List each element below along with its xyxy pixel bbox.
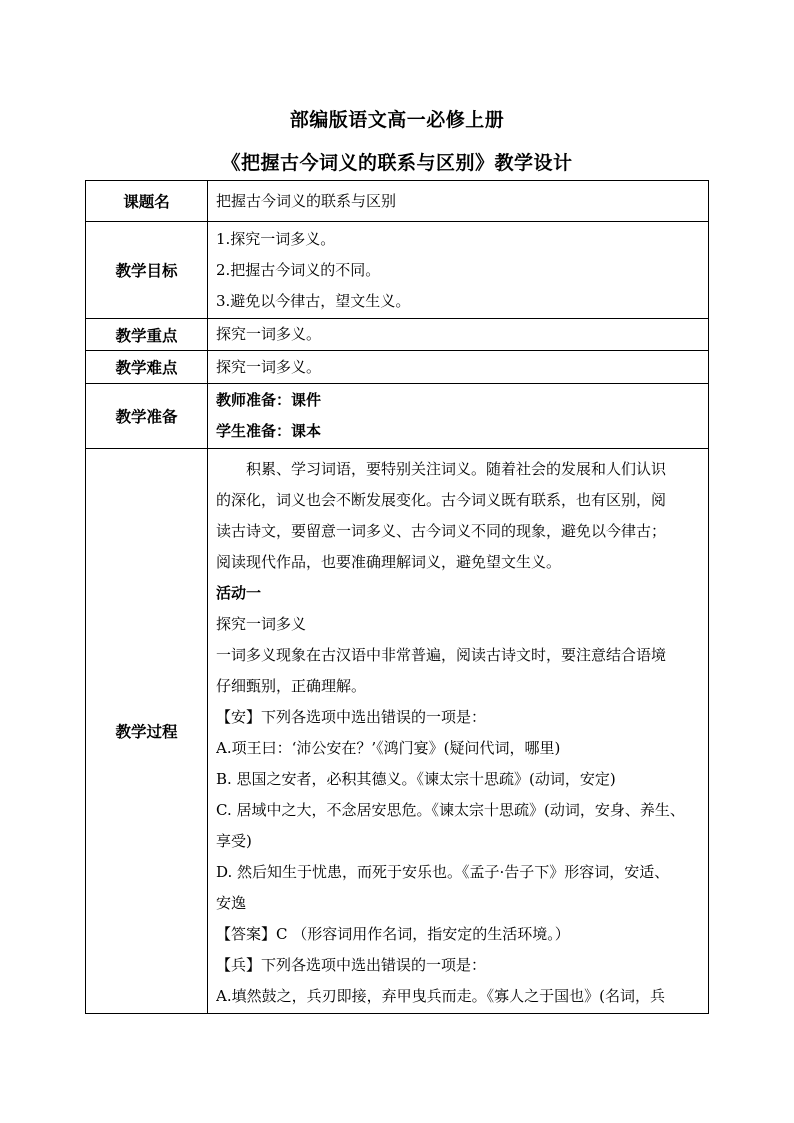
goals-label: 教学目标: [86, 222, 208, 319]
difficulty-label: 教学难点: [86, 351, 208, 384]
goal-item-2: 2.把握古今词义的不同。: [216, 260, 381, 279]
preparation-value: [208, 384, 709, 449]
table-row-difficulty: [86, 351, 709, 384]
question-heading: 【安】下列各选项中选出错误的一项是：: [216, 707, 487, 726]
process-line: 仔细甄别，正确理解。: [216, 676, 367, 695]
difficulty-text: 探究一词多义。: [216, 357, 322, 376]
option-line: 安逸: [216, 893, 247, 912]
process-line: 读古诗文，要留意一词多义、古今词义不同的现象，避免以今律古；: [216, 521, 667, 540]
lesson-plan-table: [85, 180, 709, 1014]
option-line: A.填然鼓之，兵刃即接，弃甲曳兵而走。《寡人之于国也》(名词，兵: [216, 986, 665, 1005]
process-label: 教学过程: [86, 449, 208, 1014]
table-row-preparation: [86, 384, 709, 449]
option-line: C. 居域中之大，不念居安思危。《谏太宗十思疏》(动词，安身、养生、: [216, 800, 685, 819]
goal-item-1: 1.探究一词多义。: [216, 229, 336, 248]
topic-text: 把握古今词义的联系与区别: [216, 191, 397, 210]
option-line: 享受): [216, 831, 252, 850]
topic-label: 课题名: [86, 181, 208, 222]
answer-line: 【答案】C （形容词用作名词，指安定的生活环境。）: [216, 924, 570, 943]
question-heading: 【兵】下列各选项中选出错误的一项是：: [216, 955, 487, 974]
process-line: 阅读现代作品，也要准确理解词义，避免望文生义。: [216, 552, 562, 571]
table-row-goals: [86, 222, 709, 319]
goals-value: [208, 222, 709, 319]
document-title-line2: 《把握古今词义的联系与区别》教学设计: [221, 152, 573, 174]
key-point-value: [208, 319, 709, 351]
process-line: 的深化，词义也会不断发展变化。古今词义既有联系，也有区别，阅: [216, 490, 667, 509]
activity-heading: 活动一: [216, 583, 262, 602]
table-row-topic: [86, 181, 709, 222]
topic-value: [208, 181, 709, 222]
process-value: [208, 449, 709, 1014]
goal-item-3: 3.避免以今律古，望文生义。: [216, 291, 411, 310]
process-line: 积累、学习词语，要特别关注词义。随着社会的发展和人们认识: [246, 459, 667, 478]
process-line: 一词多义现象在古汉语中非常普遍，阅读古诗文时，要注意结合语境: [216, 645, 667, 664]
option-line: B. 思国之安者，必积其德义。《谏太宗十思疏》(动词，安定): [216, 769, 616, 788]
option-line: A.项王曰：‘沛公安在？’《鸿门宴》(疑问代词，哪里): [216, 738, 561, 757]
preparation-label: 教学准备: [86, 384, 208, 449]
key-point-text: 探究一词多义。: [216, 325, 322, 343]
key-point-label: 教学重点: [86, 319, 208, 351]
table-row-process: [86, 449, 709, 1014]
teacher-preparation: 教师准备：课件: [216, 391, 322, 409]
student-preparation: 学生准备：课本: [216, 422, 322, 440]
option-line: D. 然后知生于忧患，而死于安乐也。《孟子·告子下》形容词，安适、: [216, 862, 670, 881]
process-line: 探究一词多义: [216, 614, 307, 633]
difficulty-value: [208, 351, 709, 384]
table-row-key-point: [86, 319, 709, 351]
document-title-line1: 部编版语文高一必修上册: [289, 109, 505, 131]
